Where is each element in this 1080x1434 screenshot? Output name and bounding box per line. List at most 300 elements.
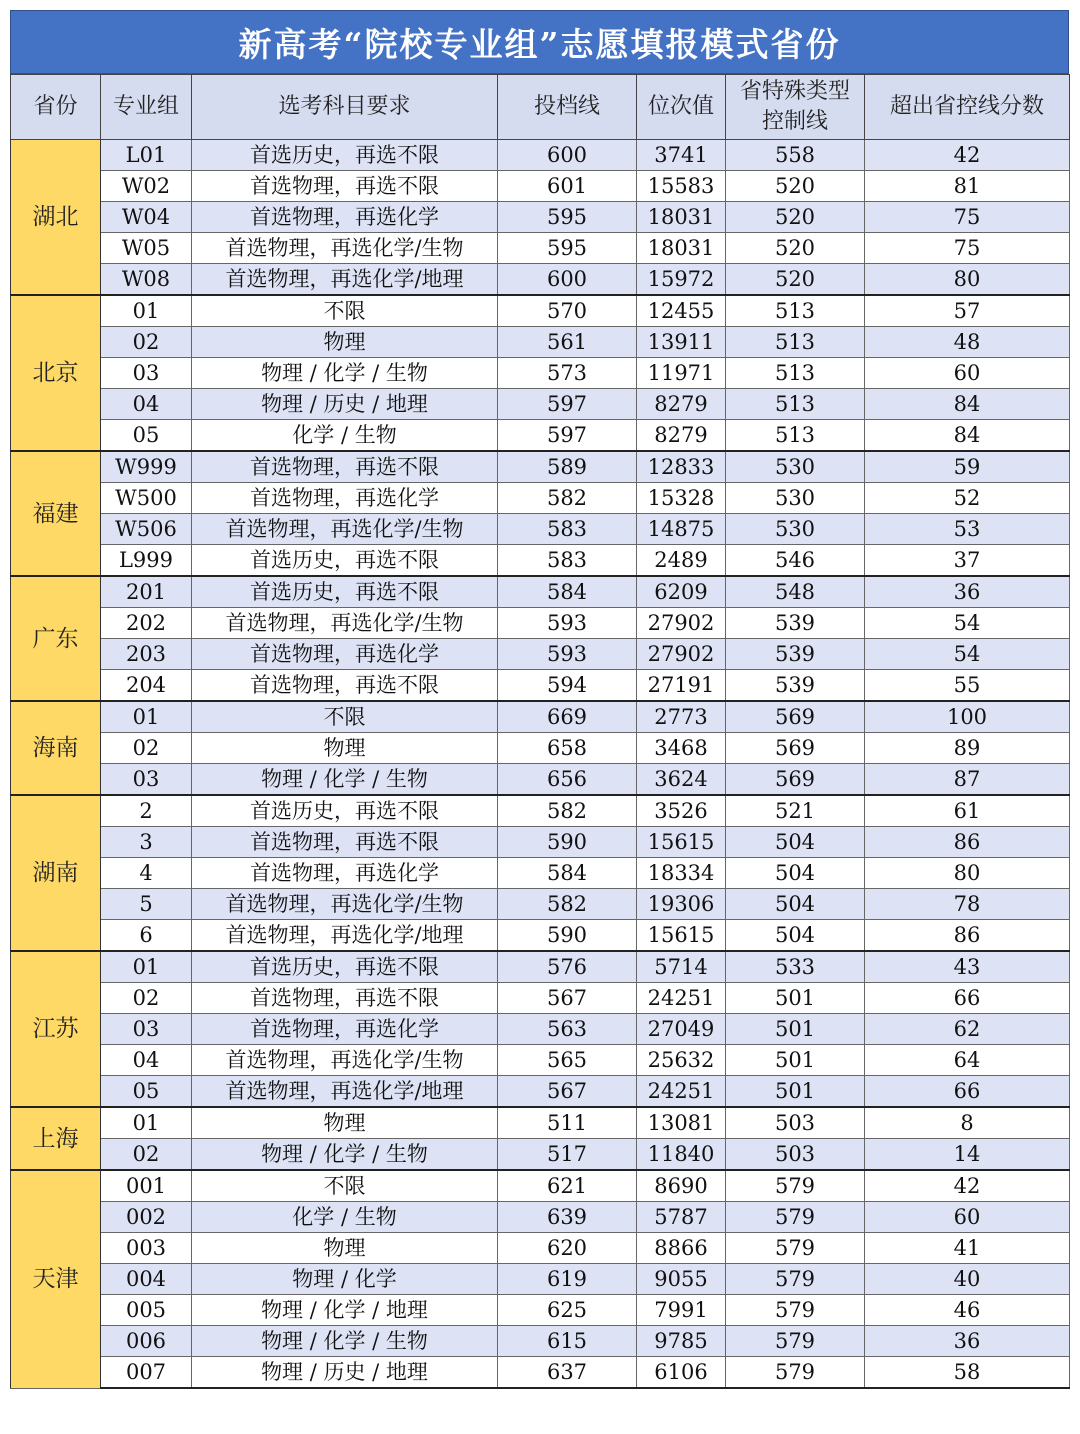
subjects-cell: 首选物理，再选化学 (192, 1014, 498, 1045)
score-cell: 582 (498, 889, 637, 920)
subjects-cell: 不限 (192, 701, 498, 733)
group-cell: 02 (101, 327, 192, 358)
subjects-cell: 首选物理，再选化学/地理 (192, 920, 498, 952)
group-cell: 03 (101, 1014, 192, 1045)
subjects-cell: 物理 / 化学 / 生物 (192, 764, 498, 796)
table-row (11, 1233, 1070, 1264)
rank-cell: 8866 (637, 1233, 726, 1264)
subjects-cell: 物理 / 化学 / 生物 (192, 358, 498, 389)
score-cell: 590 (498, 827, 637, 858)
table-row (11, 1076, 1070, 1108)
excess-cell: 60 (865, 358, 1070, 389)
rank-cell: 12833 (637, 451, 726, 483)
province-cell: 江苏 (11, 951, 101, 1107)
subjects-cell: 首选历史，再选不限 (192, 140, 498, 171)
table-row (11, 983, 1070, 1014)
rank-cell: 27902 (637, 608, 726, 639)
group-cell: 4 (101, 858, 192, 889)
score-cell: 582 (498, 795, 637, 827)
score-cell: 600 (498, 264, 637, 296)
table-row (11, 1170, 1070, 1202)
excess-cell: 40 (865, 1264, 1070, 1295)
subjects-cell: 物理 / 化学 (192, 1264, 498, 1295)
rank-cell: 15583 (637, 171, 726, 202)
header-subjects: 选考科目要求 (192, 75, 498, 140)
group-cell: 006 (101, 1326, 192, 1357)
rank-cell: 24251 (637, 1076, 726, 1108)
special-line-cell: 539 (726, 639, 865, 670)
group-cell: 202 (101, 608, 192, 639)
score-cell: 601 (498, 171, 637, 202)
table-row (11, 358, 1070, 389)
special-line-cell: 513 (726, 295, 865, 327)
rank-cell: 15615 (637, 920, 726, 952)
score-cell: 625 (498, 1295, 637, 1326)
group-cell: 203 (101, 639, 192, 670)
subjects-cell: 物理 / 历史 / 地理 (192, 1357, 498, 1389)
subjects-cell: 首选物理，再选化学 (192, 202, 498, 233)
excess-cell: 86 (865, 920, 1070, 952)
score-cell: 511 (498, 1107, 637, 1139)
rank-cell: 25632 (637, 1045, 726, 1076)
score-cell: 563 (498, 1014, 637, 1045)
special-line-cell: 533 (726, 951, 865, 983)
rank-cell: 3526 (637, 795, 726, 827)
header-rank: 位次值 (637, 75, 726, 140)
subjects-cell: 首选历史，再选不限 (192, 576, 498, 608)
excess-cell: 58 (865, 1357, 1070, 1389)
excess-cell: 53 (865, 514, 1070, 545)
table-row (11, 202, 1070, 233)
rank-cell: 18031 (637, 233, 726, 264)
rank-cell: 5714 (637, 951, 726, 983)
special-line-cell: 546 (726, 545, 865, 577)
table-row (11, 764, 1070, 796)
subjects-cell: 首选物理，再选化学 (192, 483, 498, 514)
table-row (11, 171, 1070, 202)
group-cell: W506 (101, 514, 192, 545)
score-cell: 582 (498, 483, 637, 514)
table-row (11, 1264, 1070, 1295)
rank-cell: 18334 (637, 858, 726, 889)
excess-cell: 75 (865, 233, 1070, 264)
table-row (11, 451, 1070, 483)
excess-cell: 100 (865, 701, 1070, 733)
excess-cell: 37 (865, 545, 1070, 577)
group-cell: 005 (101, 1295, 192, 1326)
subjects-cell: 首选物理，再选化学/生物 (192, 608, 498, 639)
special-line-cell: 579 (726, 1357, 865, 1389)
table-row (11, 858, 1070, 889)
table-body (11, 140, 1070, 1389)
subjects-cell: 物理 / 化学 / 地理 (192, 1295, 498, 1326)
group-cell: 01 (101, 701, 192, 733)
rank-cell: 3741 (637, 140, 726, 171)
subjects-cell: 首选物理，再选不限 (192, 827, 498, 858)
rank-cell: 8690 (637, 1170, 726, 1202)
group-cell: 003 (101, 1233, 192, 1264)
score-cell: 583 (498, 545, 637, 577)
table-row (11, 1139, 1070, 1171)
province-cell: 北京 (11, 295, 101, 451)
table-row (11, 327, 1070, 358)
special-line-cell: 503 (726, 1107, 865, 1139)
subjects-cell: 首选物理，再选化学/地理 (192, 264, 498, 296)
admission-table (10, 74, 1070, 1389)
header-special-line-l1: 省特殊类型 (739, 79, 850, 104)
subjects-cell: 首选物理，再选不限 (192, 171, 498, 202)
table-row (11, 1045, 1070, 1076)
excess-cell: 59 (865, 451, 1070, 483)
table-row (11, 233, 1070, 264)
group-cell: 2 (101, 795, 192, 827)
table-row (11, 733, 1070, 764)
group-cell: 04 (101, 1045, 192, 1076)
rank-cell: 19306 (637, 889, 726, 920)
special-line-cell: 521 (726, 795, 865, 827)
rank-cell: 8279 (637, 389, 726, 420)
group-cell: 5 (101, 889, 192, 920)
table-row (11, 1202, 1070, 1233)
excess-cell: 8 (865, 1107, 1070, 1139)
rank-cell: 14875 (637, 514, 726, 545)
score-cell: 567 (498, 1076, 637, 1108)
special-line-cell: 520 (726, 233, 865, 264)
special-line-cell: 501 (726, 1014, 865, 1045)
excess-cell: 64 (865, 1045, 1070, 1076)
group-cell: 002 (101, 1202, 192, 1233)
group-cell: 02 (101, 1139, 192, 1171)
score-cell: 593 (498, 639, 637, 670)
excess-cell: 84 (865, 420, 1070, 452)
special-line-cell: 513 (726, 358, 865, 389)
score-cell: 573 (498, 358, 637, 389)
special-line-cell: 520 (726, 264, 865, 296)
group-cell: 201 (101, 576, 192, 608)
group-cell: 007 (101, 1357, 192, 1389)
special-line-cell: 520 (726, 202, 865, 233)
subjects-cell: 首选物理，再选化学/生物 (192, 514, 498, 545)
province-cell: 海南 (11, 701, 101, 795)
group-cell: 05 (101, 420, 192, 452)
score-cell: 594 (498, 670, 637, 702)
score-cell: 639 (498, 1202, 637, 1233)
province-cell: 广东 (11, 576, 101, 701)
special-line-cell: 504 (726, 858, 865, 889)
group-cell: 01 (101, 295, 192, 327)
subjects-cell: 不限 (192, 295, 498, 327)
subjects-cell: 物理 (192, 733, 498, 764)
subjects-cell: 首选历史，再选不限 (192, 795, 498, 827)
excess-cell: 41 (865, 1233, 1070, 1264)
score-cell: 584 (498, 576, 637, 608)
excess-cell: 87 (865, 764, 1070, 796)
special-line-cell: 513 (726, 420, 865, 452)
special-line-cell: 579 (726, 1326, 865, 1357)
excess-cell: 55 (865, 670, 1070, 702)
excess-cell: 78 (865, 889, 1070, 920)
excess-cell: 42 (865, 140, 1070, 171)
score-cell: 656 (498, 764, 637, 796)
special-line-cell: 501 (726, 1076, 865, 1108)
excess-cell: 48 (865, 327, 1070, 358)
table-row (11, 827, 1070, 858)
special-line-cell: 539 (726, 670, 865, 702)
special-line-cell: 513 (726, 327, 865, 358)
subjects-cell: 首选物理，再选不限 (192, 670, 498, 702)
excess-cell: 14 (865, 1139, 1070, 1171)
special-line-cell: 530 (726, 483, 865, 514)
group-cell: 02 (101, 983, 192, 1014)
subjects-cell: 首选历史，再选不限 (192, 545, 498, 577)
special-line-cell: 558 (726, 140, 865, 171)
table-row (11, 514, 1070, 545)
excess-cell: 80 (865, 264, 1070, 296)
special-line-cell: 579 (726, 1170, 865, 1202)
special-line-cell: 569 (726, 733, 865, 764)
excess-cell: 66 (865, 983, 1070, 1014)
group-cell: L999 (101, 545, 192, 577)
rank-cell: 5787 (637, 1202, 726, 1233)
score-cell: 561 (498, 327, 637, 358)
score-cell: 621 (498, 1170, 637, 1202)
table-row (11, 389, 1070, 420)
score-cell: 590 (498, 920, 637, 952)
special-line-cell: 548 (726, 576, 865, 608)
special-line-cell: 579 (726, 1264, 865, 1295)
excess-cell: 62 (865, 1014, 1070, 1045)
rank-cell: 27902 (637, 639, 726, 670)
rank-cell: 24251 (637, 983, 726, 1014)
score-cell: 620 (498, 1233, 637, 1264)
table-row (11, 639, 1070, 670)
excess-cell: 36 (865, 1326, 1070, 1357)
excess-cell: 42 (865, 1170, 1070, 1202)
subjects-cell: 化学 / 生物 (192, 420, 498, 452)
subjects-cell: 物理 (192, 1233, 498, 1264)
subjects-cell: 首选物理，再选化学/地理 (192, 1076, 498, 1108)
score-cell: 658 (498, 733, 637, 764)
table-row (11, 1357, 1070, 1389)
excess-cell: 86 (865, 827, 1070, 858)
score-cell: 570 (498, 295, 637, 327)
rank-cell: 15615 (637, 827, 726, 858)
province-cell: 湖北 (11, 140, 101, 296)
excess-cell: 80 (865, 858, 1070, 889)
special-line-cell: 579 (726, 1202, 865, 1233)
rank-cell: 7991 (637, 1295, 726, 1326)
score-cell: 593 (498, 608, 637, 639)
score-cell: 567 (498, 983, 637, 1014)
table-row (11, 701, 1070, 733)
special-line-cell: 530 (726, 514, 865, 545)
rank-cell: 2773 (637, 701, 726, 733)
score-cell: 615 (498, 1326, 637, 1357)
rank-cell: 15972 (637, 264, 726, 296)
table-title: 新高考“院校专业组”志愿填报模式省份 (10, 10, 1069, 74)
special-line-cell: 530 (726, 451, 865, 483)
rank-cell: 6209 (637, 576, 726, 608)
table-row (11, 264, 1070, 296)
group-cell: 03 (101, 358, 192, 389)
excess-cell: 60 (865, 1202, 1070, 1233)
group-cell: W500 (101, 483, 192, 514)
group-cell: 001 (101, 1170, 192, 1202)
excess-cell: 81 (865, 171, 1070, 202)
rank-cell: 11840 (637, 1139, 726, 1171)
subjects-cell: 首选物理，再选化学/生物 (192, 233, 498, 264)
header-row (11, 75, 1070, 140)
special-line-cell: 579 (726, 1295, 865, 1326)
score-cell: 597 (498, 420, 637, 452)
group-cell: L01 (101, 140, 192, 171)
subjects-cell: 首选物理，再选不限 (192, 983, 498, 1014)
score-cell: 517 (498, 1139, 637, 1171)
excess-cell: 54 (865, 608, 1070, 639)
excess-cell: 84 (865, 389, 1070, 420)
group-cell: 05 (101, 1076, 192, 1108)
score-cell: 584 (498, 858, 637, 889)
group-cell: W999 (101, 451, 192, 483)
excess-cell: 46 (865, 1295, 1070, 1326)
table-row (11, 420, 1070, 452)
score-cell: 637 (498, 1357, 637, 1389)
rank-cell: 11971 (637, 358, 726, 389)
subjects-cell: 首选物理，再选化学/生物 (192, 889, 498, 920)
score-cell: 589 (498, 451, 637, 483)
table-container (10, 10, 1069, 1389)
table-row (11, 1107, 1070, 1139)
excess-cell: 54 (865, 639, 1070, 670)
score-cell: 595 (498, 233, 637, 264)
excess-cell: 66 (865, 1076, 1070, 1108)
group-cell: W04 (101, 202, 192, 233)
table-row (11, 1014, 1070, 1045)
subjects-cell: 首选历史，再选不限 (192, 951, 498, 983)
excess-cell: 52 (865, 483, 1070, 514)
rank-cell: 15328 (637, 483, 726, 514)
rank-cell: 6106 (637, 1357, 726, 1389)
subjects-cell: 首选物理，再选化学 (192, 639, 498, 670)
group-cell: W02 (101, 171, 192, 202)
table-row (11, 295, 1070, 327)
score-cell: 669 (498, 701, 637, 733)
special-line-cell: 501 (726, 1045, 865, 1076)
excess-cell: 36 (865, 576, 1070, 608)
score-cell: 576 (498, 951, 637, 983)
rank-cell: 8279 (637, 420, 726, 452)
subjects-cell: 不限 (192, 1170, 498, 1202)
rank-cell: 13911 (637, 327, 726, 358)
special-line-cell: 504 (726, 889, 865, 920)
special-line-cell: 504 (726, 920, 865, 952)
group-cell: W08 (101, 264, 192, 296)
subjects-cell: 物理 / 历史 / 地理 (192, 389, 498, 420)
province-cell: 福建 (11, 451, 101, 576)
special-line-cell: 569 (726, 701, 865, 733)
rank-cell: 2489 (637, 545, 726, 577)
excess-cell: 43 (865, 951, 1070, 983)
province-cell: 上海 (11, 1107, 101, 1170)
rank-cell: 3468 (637, 733, 726, 764)
group-cell: 02 (101, 733, 192, 764)
rank-cell: 9055 (637, 1264, 726, 1295)
group-cell: 04 (101, 389, 192, 420)
rank-cell: 13081 (637, 1107, 726, 1139)
header-special-line-l2: 控制线 (761, 109, 828, 134)
rank-cell: 9785 (637, 1326, 726, 1357)
header-special-line (726, 75, 865, 140)
rank-cell: 27191 (637, 670, 726, 702)
table-row (11, 795, 1070, 827)
subjects-cell: 物理 (192, 1107, 498, 1139)
group-cell: 6 (101, 920, 192, 952)
rank-cell: 27049 (637, 1014, 726, 1045)
special-line-cell: 503 (726, 1139, 865, 1171)
header-group: 专业组 (101, 75, 192, 140)
excess-cell: 75 (865, 202, 1070, 233)
table-row (11, 483, 1070, 514)
table-row (11, 140, 1070, 171)
province-cell: 湖南 (11, 795, 101, 951)
subjects-cell: 物理 / 化学 / 生物 (192, 1139, 498, 1171)
province-cell: 天津 (11, 1170, 101, 1388)
special-line-cell: 569 (726, 764, 865, 796)
special-line-cell: 504 (726, 827, 865, 858)
special-line-cell: 513 (726, 389, 865, 420)
special-line-cell: 501 (726, 983, 865, 1014)
group-cell: 004 (101, 1264, 192, 1295)
group-cell: 01 (101, 951, 192, 983)
table-row (11, 670, 1070, 702)
group-cell: 3 (101, 827, 192, 858)
special-line-cell: 520 (726, 171, 865, 202)
group-cell: 03 (101, 764, 192, 796)
table-row (11, 1326, 1070, 1357)
score-cell: 565 (498, 1045, 637, 1076)
score-cell: 583 (498, 514, 637, 545)
subjects-cell: 首选物理，再选化学 (192, 858, 498, 889)
subjects-cell: 首选物理，再选化学/生物 (192, 1045, 498, 1076)
header-province: 省份 (11, 75, 101, 140)
subjects-cell: 物理 / 化学 / 生物 (192, 1326, 498, 1357)
table-row (11, 608, 1070, 639)
header-excess: 超出省控线分数 (865, 75, 1070, 140)
rank-cell: 12455 (637, 295, 726, 327)
table-row (11, 951, 1070, 983)
table-row (11, 576, 1070, 608)
excess-cell: 61 (865, 795, 1070, 827)
group-cell: 01 (101, 1107, 192, 1139)
score-cell: 595 (498, 202, 637, 233)
excess-cell: 89 (865, 733, 1070, 764)
score-cell: 619 (498, 1264, 637, 1295)
table-row (11, 1295, 1070, 1326)
group-cell: W05 (101, 233, 192, 264)
score-cell: 600 (498, 140, 637, 171)
subjects-cell: 首选物理，再选不限 (192, 451, 498, 483)
header-score: 投档线 (498, 75, 637, 140)
excess-cell: 57 (865, 295, 1070, 327)
special-line-cell: 539 (726, 608, 865, 639)
score-cell: 597 (498, 389, 637, 420)
rank-cell: 18031 (637, 202, 726, 233)
special-line-cell: 579 (726, 1233, 865, 1264)
table-row (11, 545, 1070, 577)
subjects-cell: 化学 / 生物 (192, 1202, 498, 1233)
group-cell: 204 (101, 670, 192, 702)
table-row (11, 889, 1070, 920)
